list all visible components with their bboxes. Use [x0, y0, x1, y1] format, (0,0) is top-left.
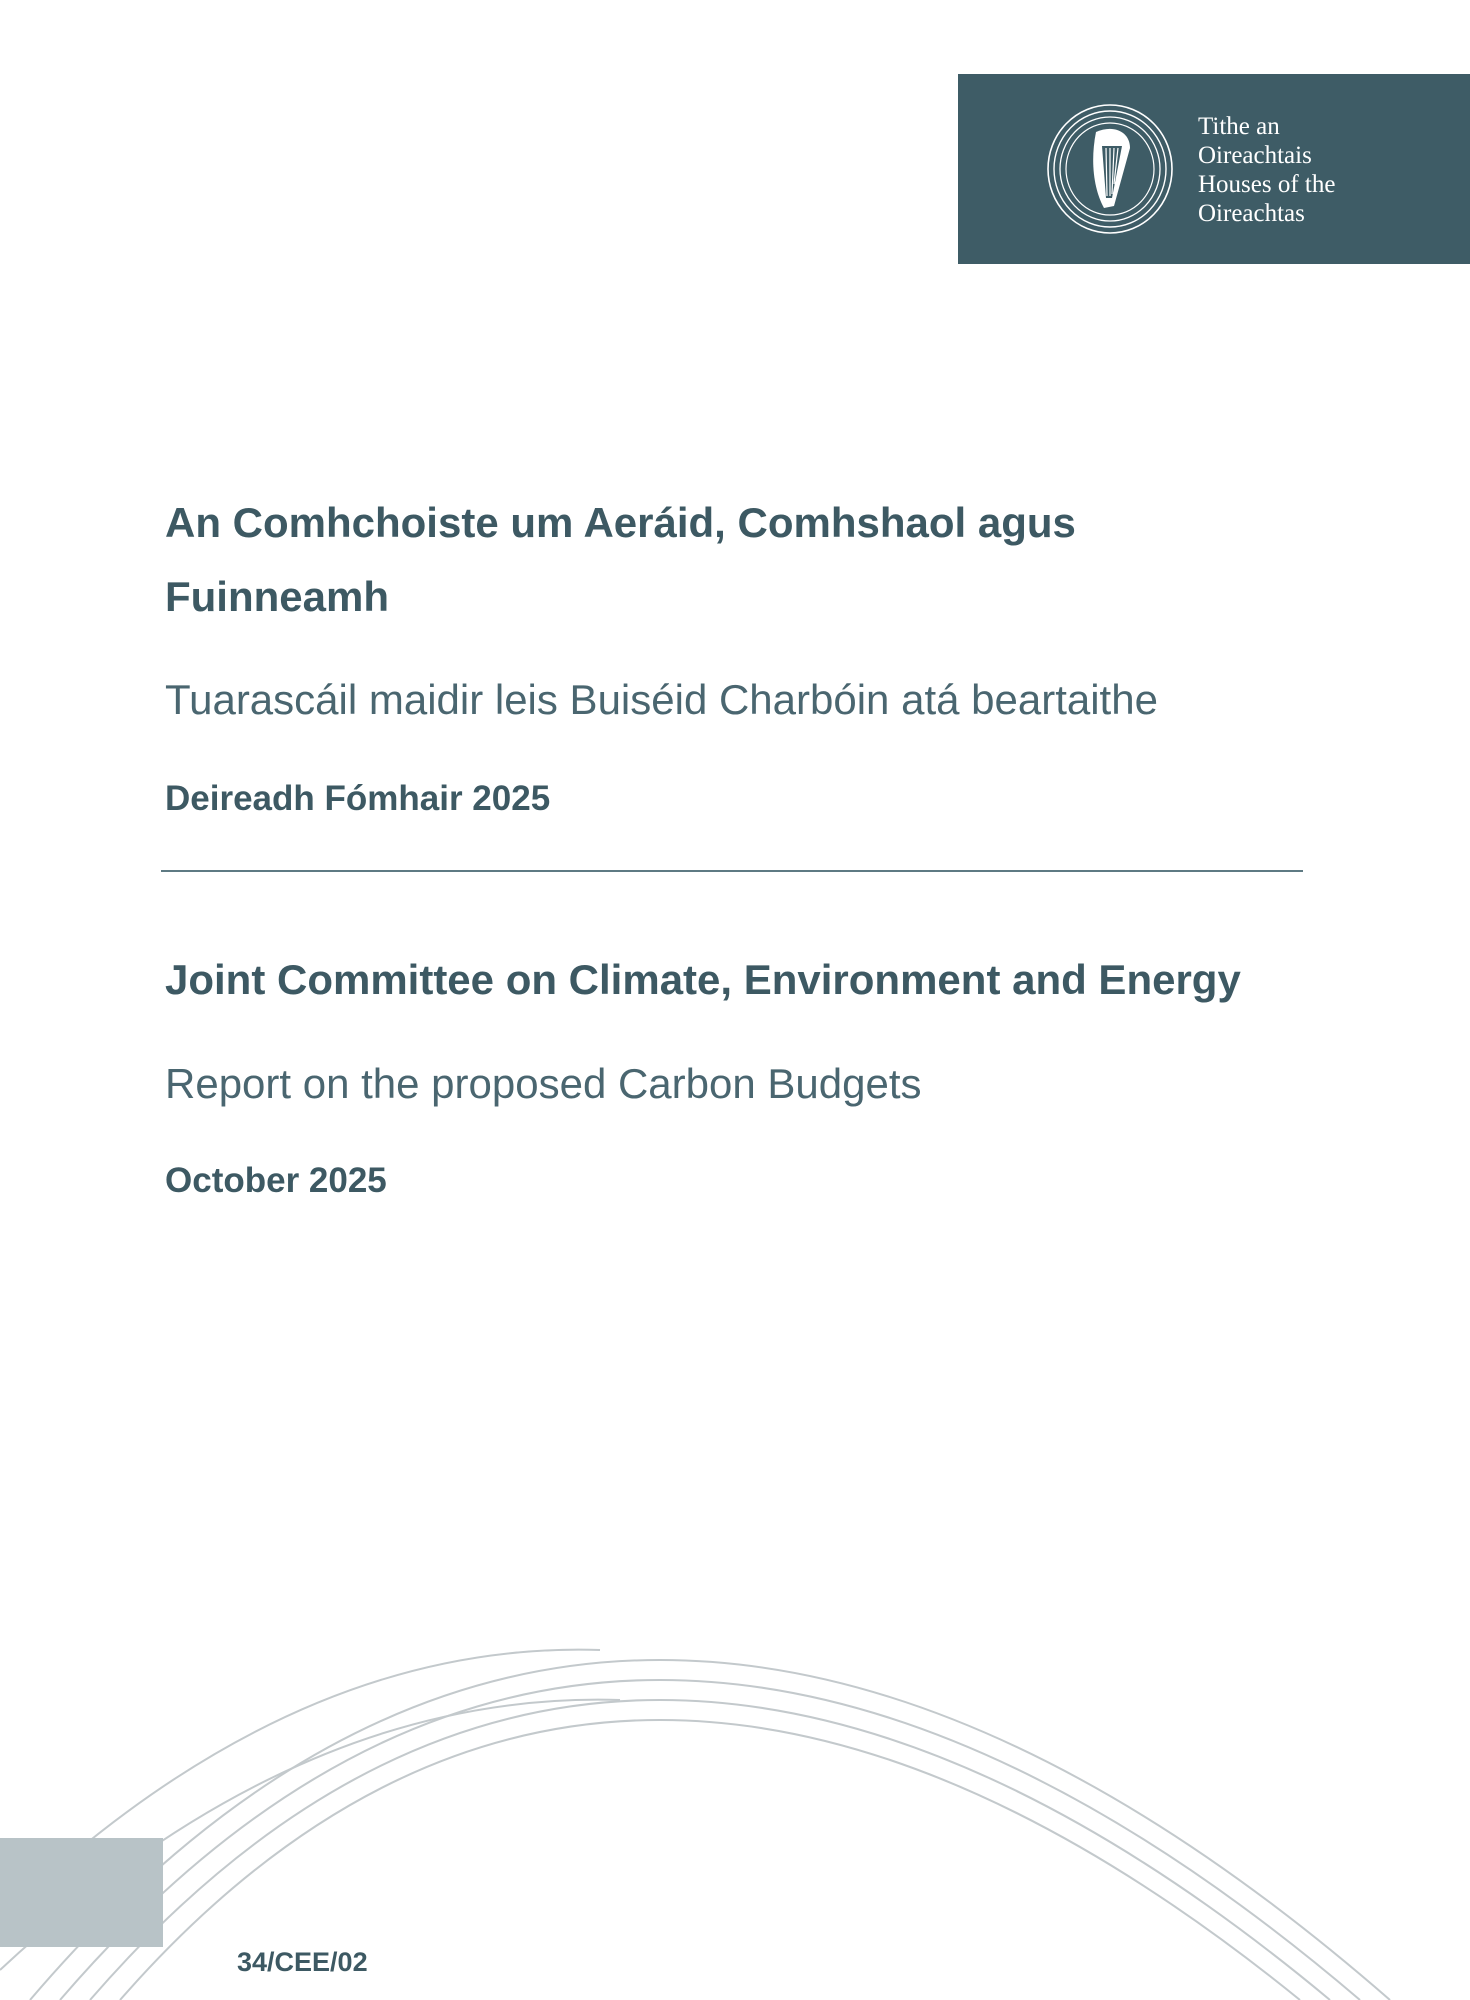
arc-line [30, 1660, 1390, 2000]
logo-line: Houses of the [1198, 171, 1336, 198]
accent-block [0, 1838, 163, 1947]
committee-title-irish: An Comhchoiste um Aeráid, Comhshaol agus Fuinneamh [165, 499, 1076, 620]
section-divider [161, 870, 1303, 872]
logo-line: Oireachtais [1198, 142, 1312, 169]
document-reference: 34/CEE/02 [237, 1947, 368, 1977]
committee-title-english: Joint Committee on Climate, Environment and Energy [165, 956, 1241, 1003]
report-date-english: October 2025 [165, 1161, 387, 1200]
report-date-irish: Deireadh Fómhair 2025 [165, 779, 551, 818]
decorative-arcs [0, 1500, 1470, 2000]
logo-line: Tithe an [1198, 113, 1280, 140]
harp-icon [1044, 102, 1176, 236]
logo-wordmark [1198, 112, 1335, 228]
report-subtitle-irish: Tuarascáil maidir leis Buiséid Charbóin atá beartaithe [165, 676, 1158, 723]
report-subtitle-english: Report on the proposed Carbon Budgets [165, 1060, 922, 1107]
oireachtas-logo [958, 74, 1470, 264]
logo-line: Oireachtas [1198, 200, 1305, 227]
